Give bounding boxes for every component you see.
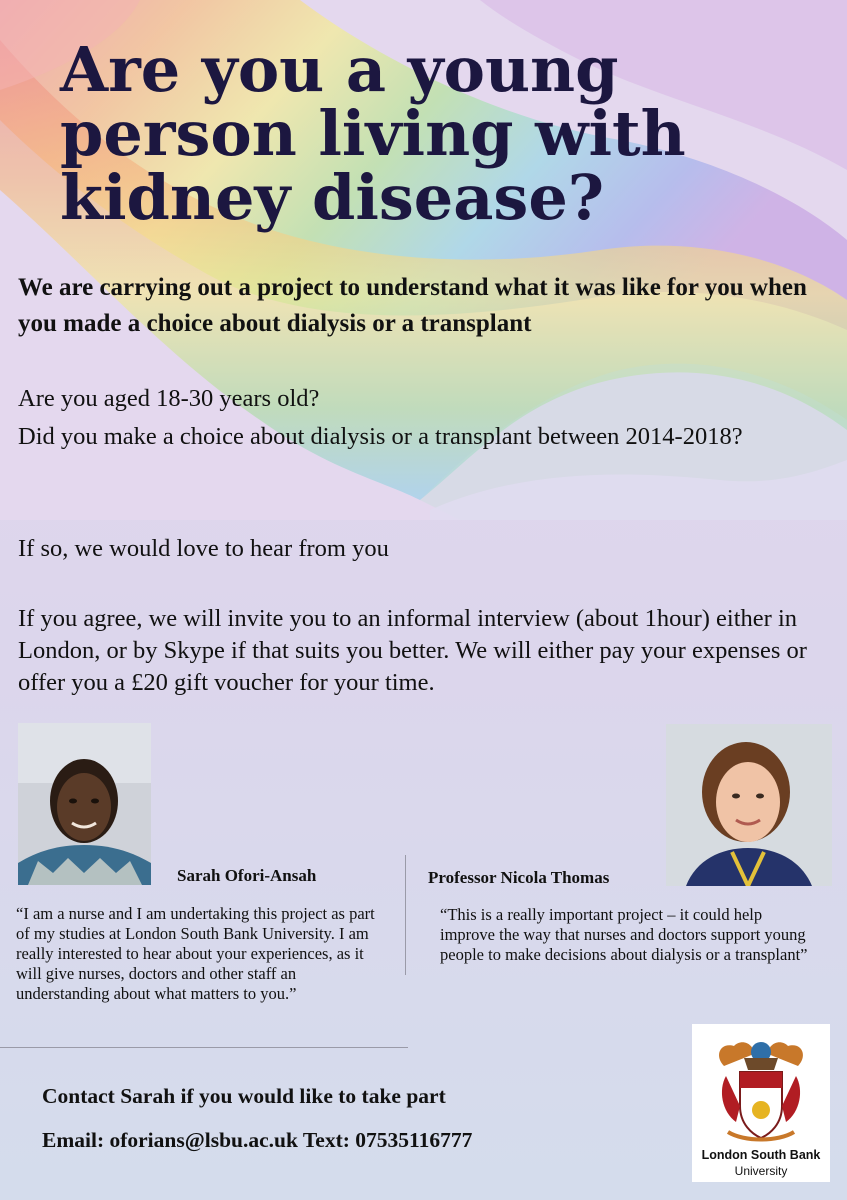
contact-call-to-action: Contact Sarah if you would like to take part: [42, 1084, 446, 1108]
researcher-name-sarah: Sarah Ofori-Ansah: [177, 866, 317, 885]
researcher-quote-nicola: “This is a really important project – it could help improve the way that nurses and doctors support young people to make decisions about dialysis or a transplant”: [440, 905, 808, 964]
headline: Are you a young person living with kidney disease?: [60, 33, 686, 234]
researcher-quote-sarah: “I am a nurse and I am undertaking this project as part of my studies at London South Bank University. I am really interested to hear about your experiences, as it will give nurses, doctors and other staff an understanding about what matters to you.”: [16, 904, 375, 1003]
university-crest-icon: [714, 1036, 808, 1146]
logo-text-line1: London South Bank: [701, 1148, 821, 1162]
interview-info-text: If you agree, we will invite you to an informal interview (about 1hour) either in London, or by Skype if that suits you better. We will either pay your expenses or offer you a £20 gift voucher for your time.: [18, 605, 807, 696]
question-age: Are you aged 18-30 years old?: [18, 385, 320, 412]
contact-details: Email: oforians@lsbu.ac.uk Text: 07535116777: [42, 1128, 473, 1152]
question-choice: Did you make a choice about dialysis or a transplant between 2014-2018?: [18, 423, 743, 450]
logo-text-line2: University: [734, 1164, 788, 1178]
researcher-photo-nicola: [666, 724, 832, 886]
section-divider: [0, 1047, 408, 1048]
researcher-name-nicola: Professor Nicola Thomas: [428, 868, 610, 887]
university-logo: [692, 1024, 830, 1182]
hear-from-you-text: If so, we would love to hear from you: [18, 535, 389, 562]
subheadline: We are carrying out a project to understand what it was like for you when you made a choice about dialysis or a transplant: [18, 274, 807, 337]
column-divider: [405, 855, 406, 975]
researcher-photo-sarah: [18, 723, 151, 885]
